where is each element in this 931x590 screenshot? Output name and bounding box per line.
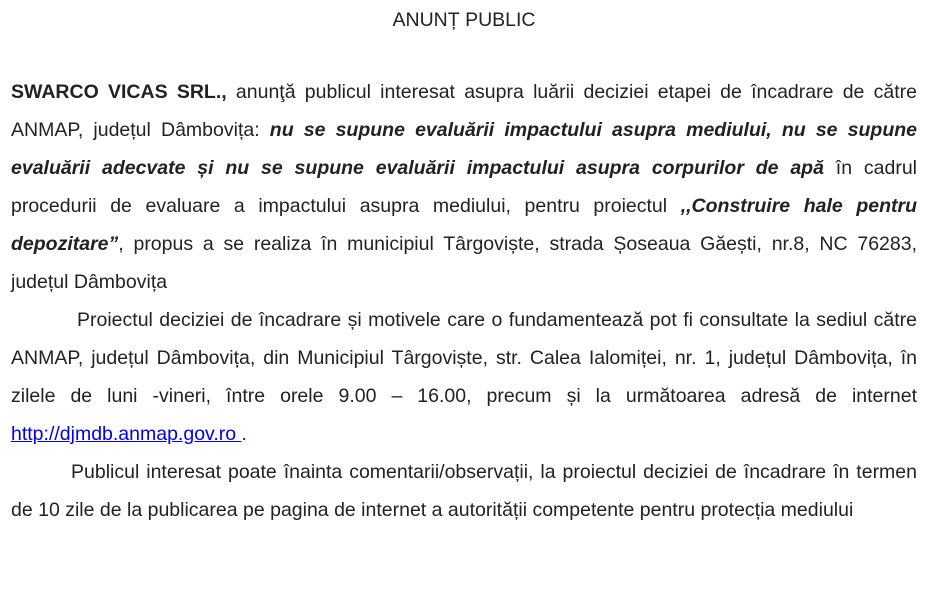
announcement-text-1: anunţă publicul interesat asupra luării deciziei etapei de încadrare de către ANMAP, județul Dâmbovița:: [11, 81, 917, 141]
page-title: ANUNȚ PUBLIC: [392, 9, 536, 31]
consultation-text-end: .: [241, 423, 247, 445]
announcement-paragraph: [11, 73, 917, 301]
comments-paragraph: [11, 453, 917, 529]
company-name: SWARCO VICAS SRL.,: [11, 81, 227, 103]
announcement-text-2: în cadrul procedurii de evaluare a impactului asupra mediului, pentru proiectul: [11, 157, 917, 217]
decision-text: nu se supune evaluării impactului asupra mediului, nu se supune evaluării adecvate și nu se supune evaluării impactului asupra corpurilor de apă: [11, 119, 917, 179]
consultation-text: Proiectul deciziei de încadrare și motivele care o fundamentează pot fi consultate la sediul către ANMAP, județul Dâmbovița, din Municipiul Târgoviște, str. Calea Ialomiței, nr. 1, județul Dâmbovița, în zilele de luni -vineri, între orele 9.00 – 16.00, precum și la următoarea adresă de internet: [11, 309, 917, 407]
project-name: ,,Construire hale pentru depozitare”: [11, 195, 917, 255]
consultation-paragraph: [11, 301, 917, 453]
announcement-text-3: , propus a se realiza în municipiul Târgoviște, strada Șoseaua Găești, nr.8, NC 76283, județul Dâmbovița: [11, 233, 917, 293]
website-link[interactable]: http://djmdb.anmap.gov.ro: [11, 423, 242, 445]
comments-text: Publicul interesat poate înainta comentarii/observații, la proiectul deciziei de încadrare în termen de 10 zile de la publicarea pe pagina de internet a autorității competente pentru protecția mediului: [11, 461, 917, 521]
